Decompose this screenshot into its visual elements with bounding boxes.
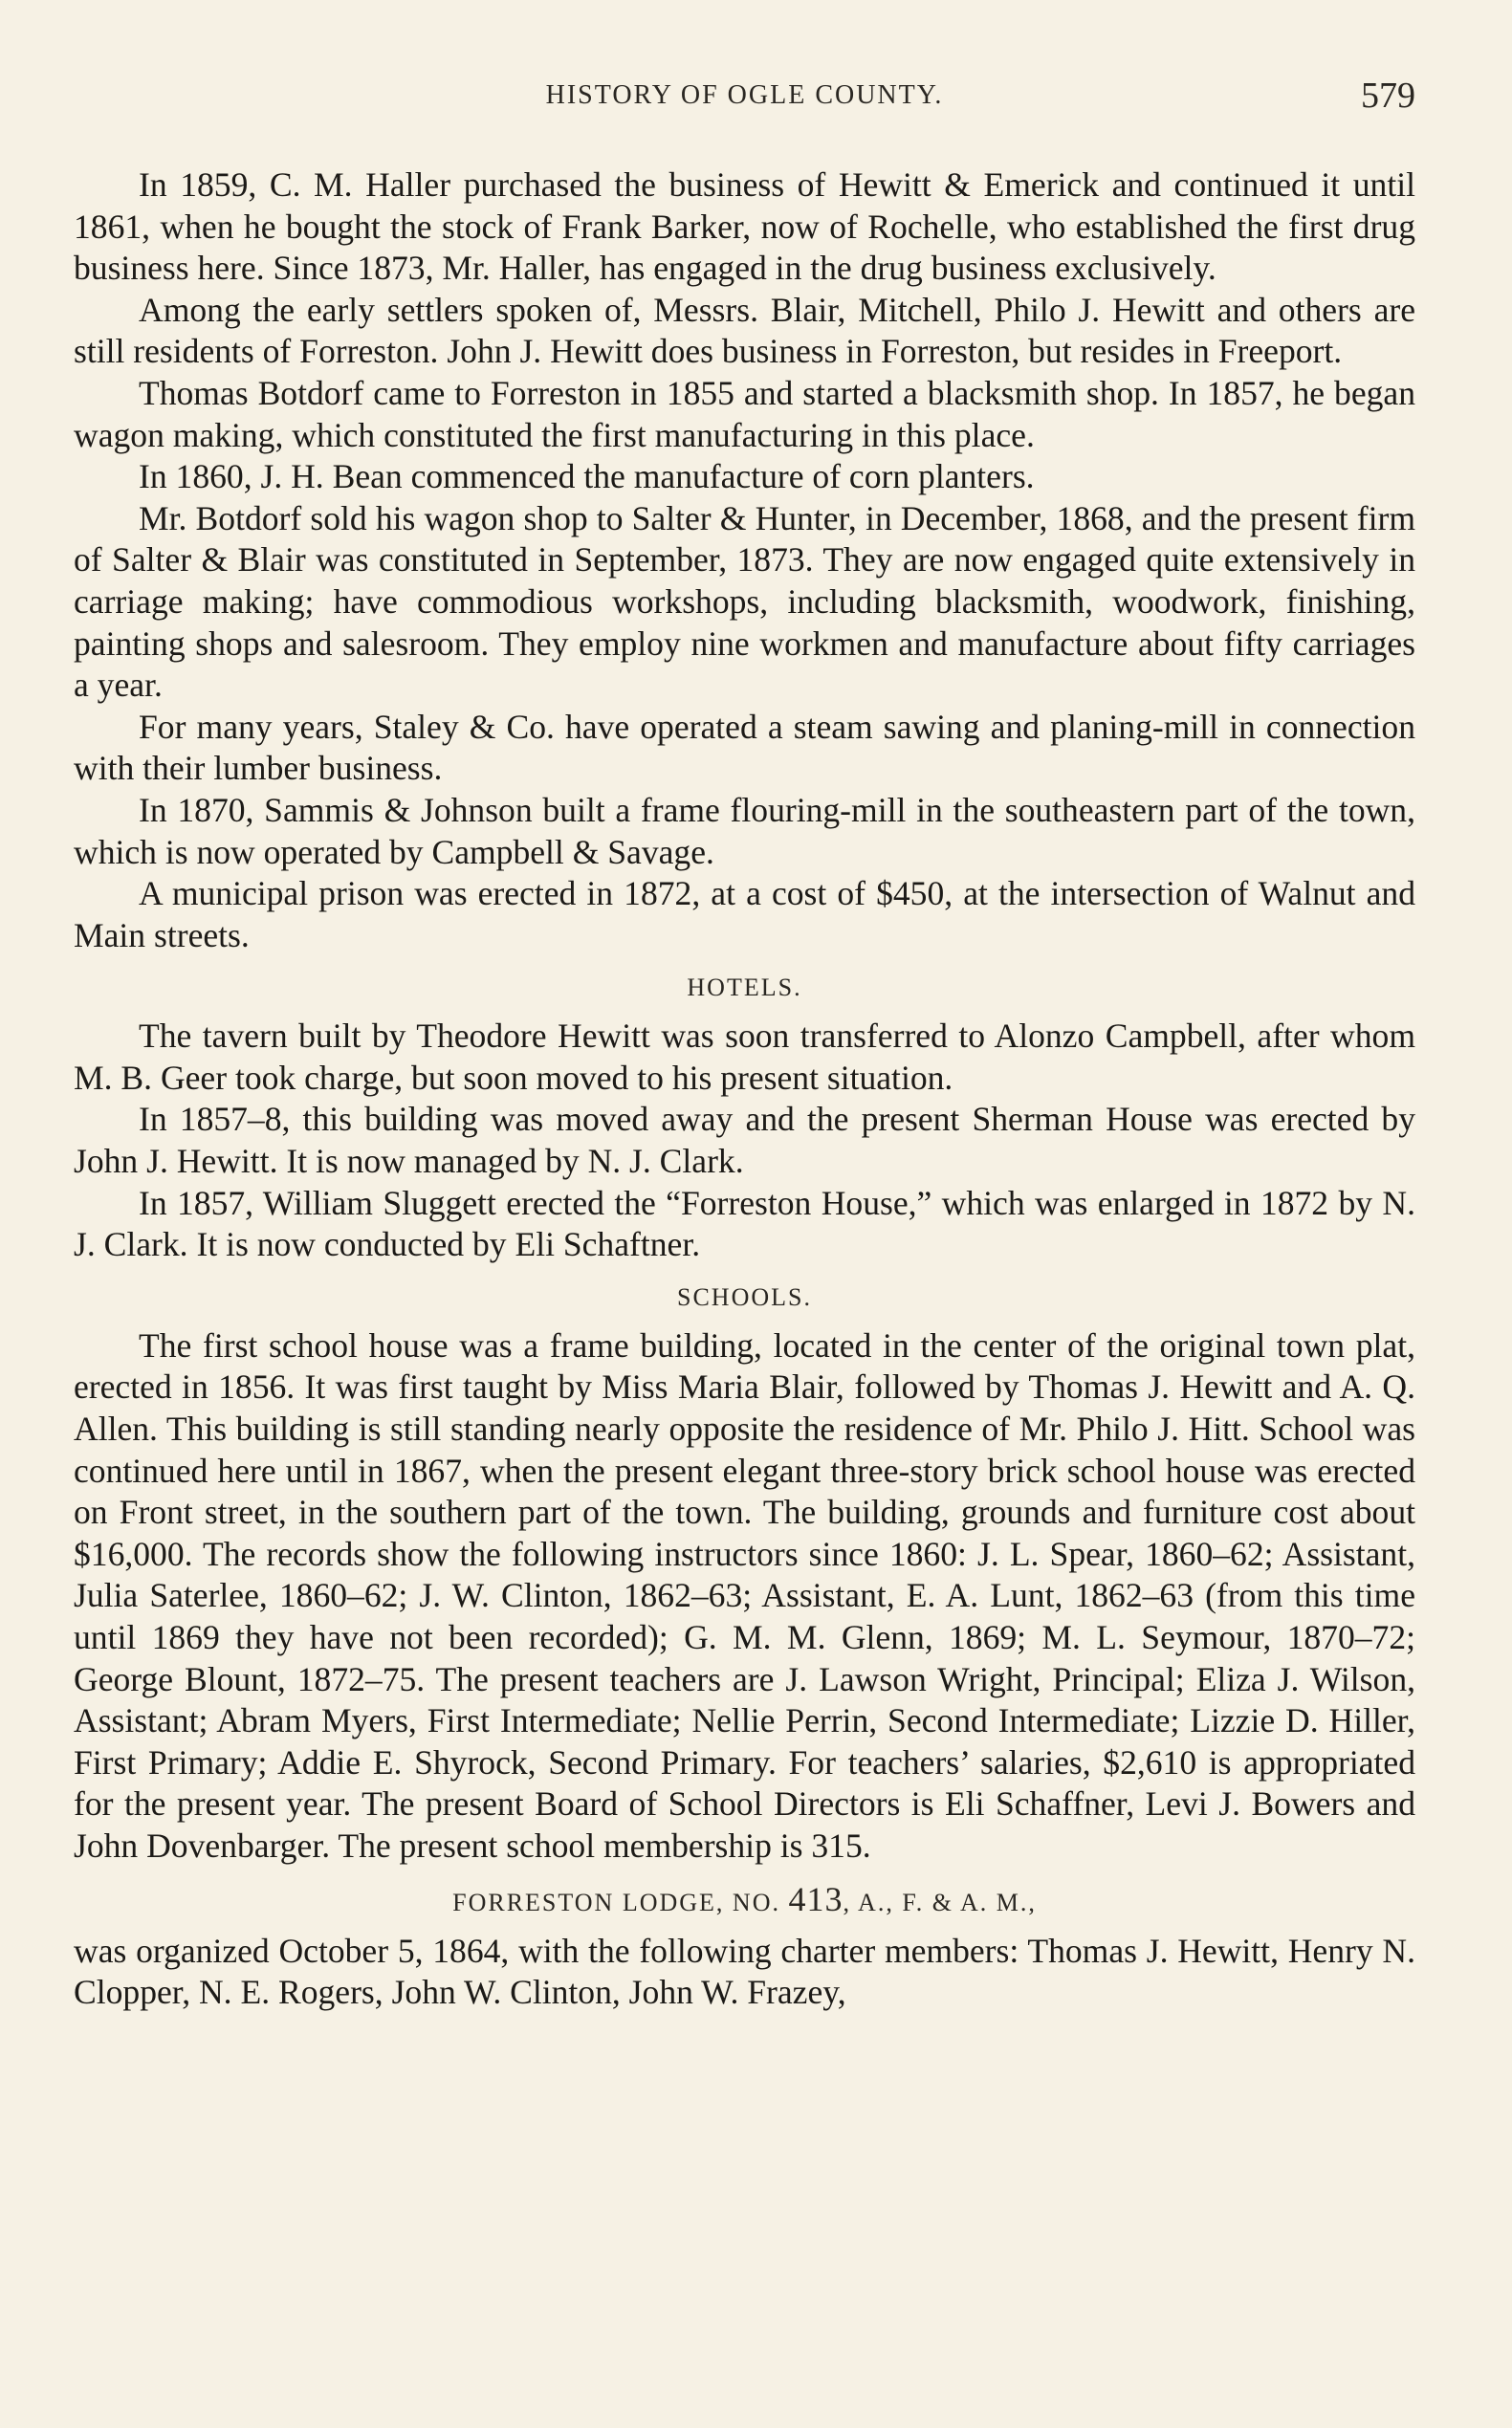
body-text (74, 164, 1415, 2014)
paragraph: In 1870, Sammis & Johnson built a frame flouring-mill in the southeastern part of the town, which is now operated by Campbell & Savage. (74, 790, 1415, 871)
section-heading-lodge (74, 1879, 1415, 1919)
paragraph: Thomas Botdorf came to Forreston in 1855 and started a blacksmith shop. In 1857, he began wagon making, which constituted the first manufacturing in this place. (74, 373, 1415, 454)
paragraph: In 1857, William Sluggett erected the “Forreston House,” which was enlarged in 1872 by N. J. Clark. It is now conducted by Eli Schaftner. (74, 1183, 1415, 1264)
paragraph: Mr. Botdorf sold his wagon shop to Salter & Hunter, in December, 1868, and the present firm of Salter & Blair was constituted in September, 1873. They are now engaged quite extensively in carriage making; have commodious workshops, including blacksmith, woodwork, finishing, painting shops and salesroom. They employ nine workmen and manufacture about fifty carriages a year. (74, 498, 1415, 705)
paragraph: Among the early settlers spoken of, Messrs. Blair, Mitchell, Philo J. Hewitt and others are still residents of Forreston. John J. Hewitt does business in Forreston, but resides in Freeport. (74, 290, 1415, 371)
lodge-heading-prefix: FORRESTON LODGE, NO. (452, 1888, 780, 1916)
running-title: HISTORY OF OGLE COUNTY. (545, 80, 944, 110)
section-heading-schools: SCHOOLS. (677, 1282, 812, 1311)
lodge-heading-suffix: , A., F. & A. M., (843, 1888, 1037, 1916)
paragraph: The first school house was a frame building, located in the center of the original town plat, erected in 1856. It was first taught by Miss Maria Blair, followed by Thomas J. Hewitt and A. Q. Allen. This building is still standing nearly opposite the residence of Mr. Philo J. Hitt. School was continued here until in 1867, when the present elegant three-story brick school house was erected on Front street, in the southern part of the town. The building, grounds and furniture cost about $16,000. The records show the following instructors since 1860: J. L. Spear, 1860–62; Assistant, Julia Saterlee, 1860–62; J. W. Clinton, 1862–63; Assistant, E. A. Lunt, 1862–63 (from this time until 1869 they have not been recorded); G. M. M. Glenn, 1869; M. L. Seymour, 1870–72; George Blount, 1872–75. The present teachers are J. Lawson Wright, Principal; Eliza J. Wilson, Assistant; Abram Myers, First Intermediate; Nellie Perrin, Second Intermediate; Lizzie D. Hiller, First Primary; Addie E. Shyrock, Second Primary. For teachers’ salaries, $2,610 is appropriated for the present year. The present Board of School Directors is Eli Schaffner, Levi J. Bowers and John Dovenbarger. The present school membership is 315. (74, 1325, 1415, 1865)
paragraph: In 1857–8, this building was moved away and the present Sherman House was erected by John J. Hewitt. It is now managed by N. J. Clark. (74, 1100, 1415, 1181)
running-head (74, 75, 1415, 122)
paragraph: A municipal prison was erected in 1872, at a cost of $450, at the intersection of Walnut and Main streets. (74, 874, 1415, 954)
paragraph: In 1860, J. H. Bean commenced the manufacture of corn planters. (139, 457, 1035, 496)
paragraph-continuation: was organized October 5, 1864, with the following charter members: Thomas J. Hewitt, Henry N. Clopper, N. E. Rogers, John W. Clinton, John W. Frazey, (74, 1931, 1415, 2012)
section-heading-hotels: HOTELS. (687, 973, 802, 1002)
lodge-heading-number: 413 (788, 1879, 844, 1918)
paragraph: For many years, Staley & Co. have operated a steam sawing and planing-mill in connection with their lumber business. (74, 707, 1415, 788)
paragraph: In 1859, C. M. Haller purchased the business of Hewitt & Emerick and continued it until 1861, when he bought the stock of Frank Barker, now of Rochelle, who established the first drug business here. Since 1873, Mr. Haller, has engaged in the drug business exclusively. (74, 165, 1415, 288)
paragraph: The tavern built by Theodore Hewitt was soon transferred to Alonzo Campbell, after whom M. B. Geer took charge, but soon moved to his present situation. (74, 1017, 1415, 1097)
page-number: 579 (1361, 76, 1415, 116)
